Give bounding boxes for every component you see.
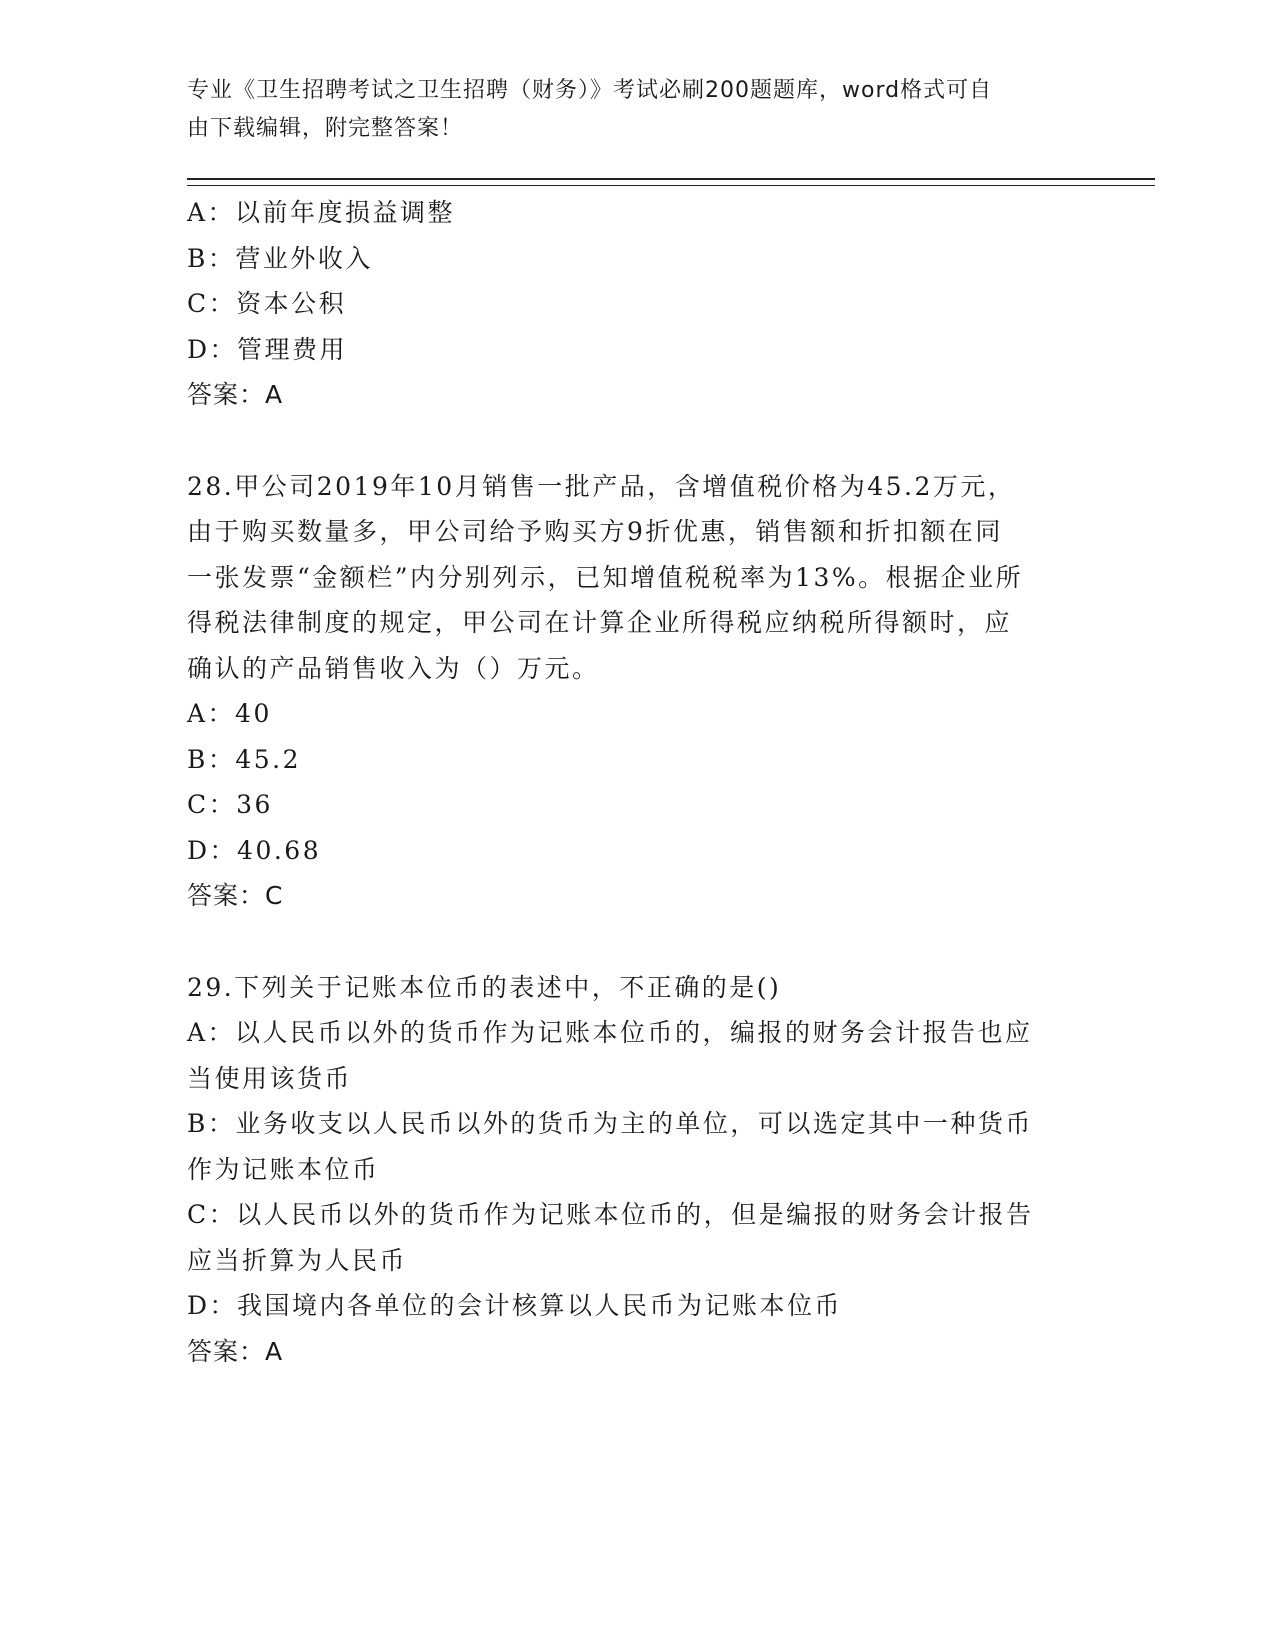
option-d: D：40.68	[187, 835, 322, 865]
question-stem-line: 得税法律制度的规定，甲公司在计算企业所得税应纳税所得额时，应	[187, 608, 1013, 637]
option-c-line-1: C：以人民币以外的货币作为记账本位币的，但是编报的财务会计报告	[187, 1200, 1034, 1229]
option-c-line-2: 应当折算为人民币	[187, 1245, 408, 1275]
answer: 答案：A	[187, 1336, 284, 1366]
answer: 答案：C	[187, 881, 284, 910]
option-a: A：40	[187, 699, 272, 728]
option-c: C：资本公积	[187, 289, 347, 318]
header-line-2: 由下载编辑，附完整答案！	[187, 116, 464, 141]
question-stem-line: 由于购买数量多，甲公司给予购买方9折优惠，销售额和折扣额在同	[187, 517, 1003, 546]
header-divider	[187, 178, 1155, 186]
option-a-line-2: 当使用该货币	[187, 1063, 353, 1093]
option-a-line-1: A：以人民币以外的货币作为记账本位币的，编报的财务会计报告也应	[187, 1018, 1033, 1047]
question-stem-line: 确认的产品销售收入为（）万元。	[187, 653, 600, 683]
option-c: C：36	[187, 790, 273, 819]
question-stem-line: 28.甲公司2019年10月销售一批产品，含增值税价格为45.2万元，	[187, 471, 1016, 501]
option-a: A：以前年度损益调整	[187, 198, 456, 227]
option-b-line-1: B：业务收支以人民币以外的货币为主的单位，可以选定其中一种货币	[187, 1109, 1033, 1138]
option-b: B：营业外收入	[187, 243, 373, 273]
spacer	[187, 418, 1087, 464]
option-b-line-2: 作为记账本位币	[187, 1154, 380, 1184]
option-d: D：管理费用	[187, 334, 348, 364]
answer: 答案：A	[187, 380, 284, 409]
question-29	[187, 965, 1087, 1375]
question-28	[187, 464, 1087, 919]
option-b: B：45.2	[187, 744, 302, 774]
option-d: D：我国境内各单位的会计核算以人民币为记账本位币	[187, 1291, 843, 1320]
question-stem: 29.下列关于记账本位币的表述中，不正确的是()	[187, 972, 782, 1002]
question-27	[187, 190, 1087, 418]
header-line-1: 专业《卫生招聘考试之卫生招聘（财务）》考试必刷200题题库，word格式可自	[187, 78, 993, 103]
document-header	[187, 72, 1067, 148]
spacer	[187, 919, 1087, 965]
question-stem-line: 一张发票“金额栏”内分别列示，已知增值税税率为13%。根据企业所	[187, 562, 1024, 592]
document-body	[187, 190, 1087, 1374]
